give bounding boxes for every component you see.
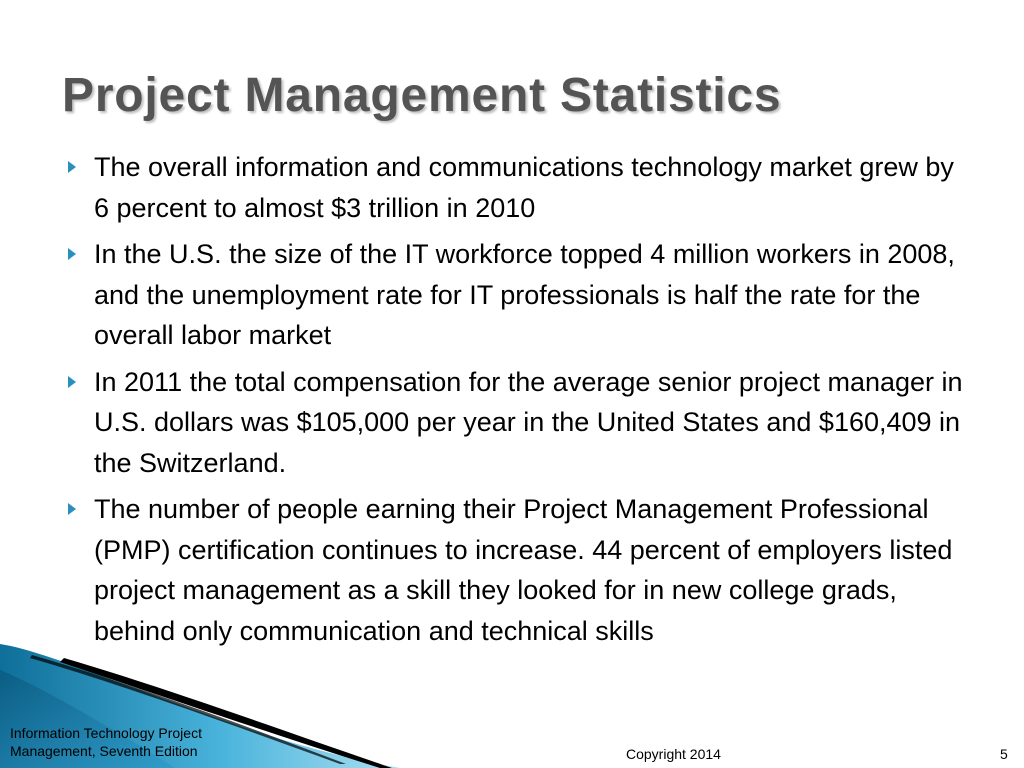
- arrow-bullet-icon: [68, 376, 76, 388]
- bullet-text: The number of people earning their Project Management Professional (PMP) certification continues to increase. 44 percent of employers listed project management as a skill they looked for in new college grads, behind only communication and technical skills: [94, 494, 953, 646]
- footer-book-title: [10, 724, 270, 760]
- arrow-bullet-icon: [68, 248, 76, 260]
- arrow-bullet-icon: [68, 503, 76, 515]
- arrow-bullet-icon: [68, 161, 76, 173]
- footer-copyright: Copyright 2014: [626, 746, 721, 762]
- bullet-text: In the U.S. the size of the IT workforce topped 4 million workers in 2008, and the unemployment rate for IT professionals is half the rate for the overall labor market: [94, 239, 955, 350]
- bullet-text: In 2011 the total compensation for the average senior project manager in U.S. dollars was $105,000 per year in the United States and $160,409 in the Switzerland.: [94, 366, 963, 478]
- footer-book-line-2: Management, Seventh Edition: [10, 743, 198, 759]
- bullet-item: [66, 147, 971, 228]
- footer-book-line-1: Information Technology Project: [10, 725, 202, 741]
- bullet-item: [66, 489, 971, 651]
- slide-title: Project Management Statistics: [62, 69, 782, 122]
- bullet-text: The overall information and communications technology market grew by 6 percent to almost $3 trillion in 2010: [94, 152, 954, 223]
- slide-page-number: 5: [1000, 746, 1008, 762]
- bullet-list: [66, 147, 971, 657]
- bullet-item: [66, 234, 971, 356]
- bullet-item: [66, 362, 971, 484]
